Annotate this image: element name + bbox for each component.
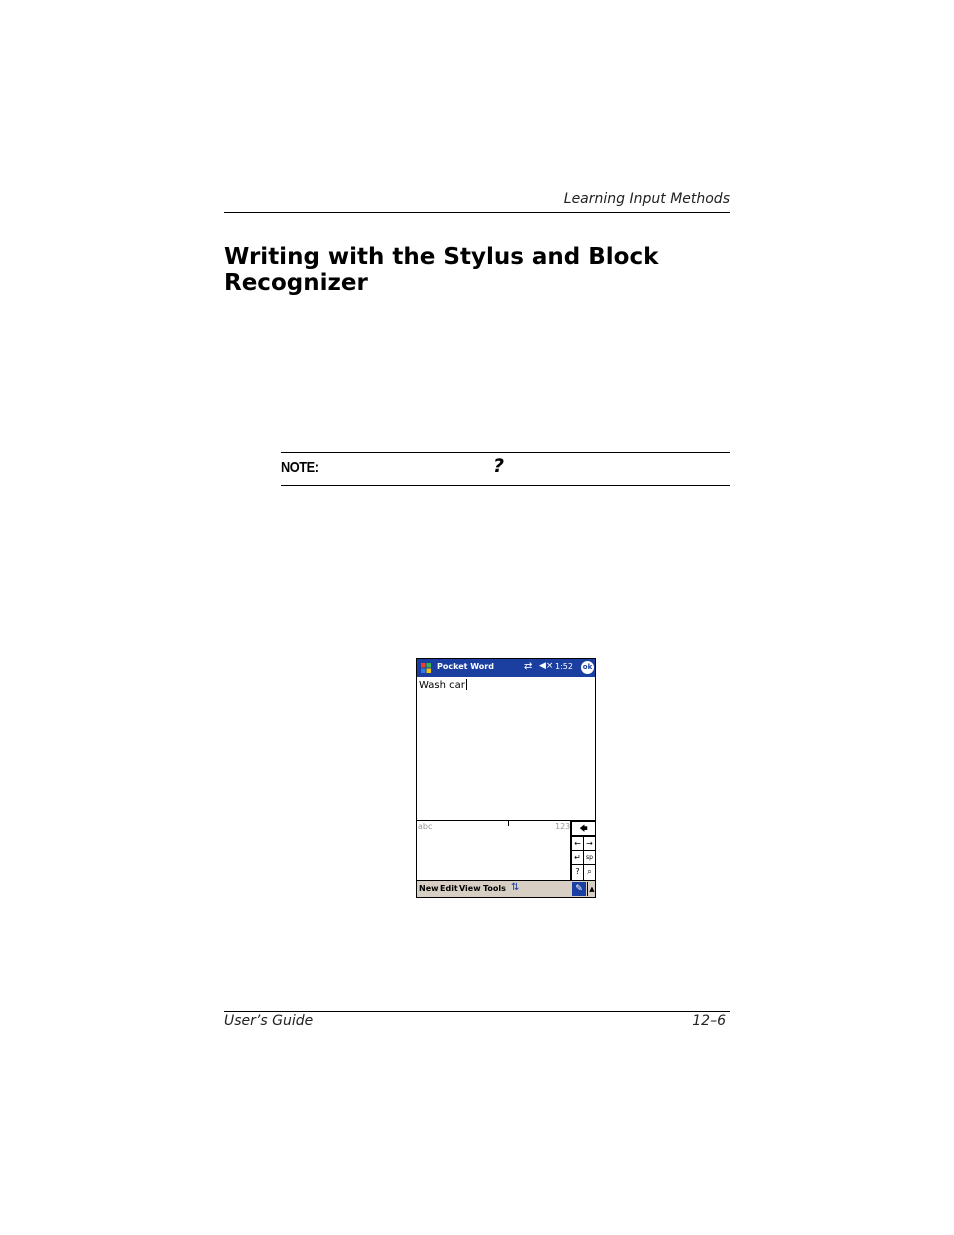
section-title-line1: Writing with the Stylus and Block [224, 244, 659, 270]
menu-view[interactable]: View [459, 884, 481, 893]
letters-area-label: abc [418, 822, 433, 831]
document-text-content: Wash car [419, 680, 465, 691]
help-icon: ? [493, 455, 505, 477]
right-arrow-button[interactable]: → [583, 836, 596, 851]
backspace-button[interactable]: 🡄 [571, 821, 596, 836]
sync-icon[interactable]: ⇄ [524, 661, 533, 672]
input-toggle-arrows-icon[interactable]: ⇅ [511, 882, 520, 893]
header-rule [224, 212, 730, 213]
pocket-pc-screenshot [416, 658, 596, 898]
clock[interactable]: 1:52 [555, 662, 573, 671]
ok-button[interactable]: ok [581, 661, 594, 674]
windows-start-icon[interactable] [418, 660, 434, 676]
section-title [224, 244, 684, 296]
area-divider [508, 821, 509, 826]
app-title: Pocket Word [437, 662, 494, 671]
menu-new[interactable]: New [419, 884, 439, 893]
note-bottom-rule [281, 485, 730, 486]
left-arrow-button[interactable]: ← [571, 836, 584, 851]
speaker-muted-icon[interactable]: ◀× [539, 661, 554, 671]
running-header: Learning Input Methods [563, 191, 730, 207]
writing-area[interactable] [417, 821, 570, 881]
zoom-icon[interactable]: ⌕ [583, 864, 596, 881]
space-button[interactable]: sp [583, 850, 596, 865]
block-recognizer-panel [417, 820, 595, 881]
title-bar [417, 659, 595, 677]
input-pen-icon[interactable]: ✎ [572, 882, 586, 896]
footer-guide-title: User’s Guide [224, 1013, 314, 1029]
text-cursor [466, 679, 467, 690]
note-top-rule [281, 452, 730, 453]
section-title-line2: Recognizer [224, 270, 368, 296]
enter-button[interactable]: ↵ [571, 850, 584, 865]
menu-edit[interactable]: Edit [440, 884, 458, 893]
help-button[interactable]: ? [571, 864, 584, 881]
note-label: NOTE: [281, 459, 319, 476]
document-text[interactable] [419, 679, 467, 691]
numbers-area-label: 123 [555, 822, 571, 831]
document-area[interactable] [417, 677, 595, 819]
input-selector-up-icon[interactable]: ▲ [587, 882, 596, 896]
menu-tools[interactable]: Tools [483, 884, 506, 893]
page-number: 12–6 [692, 1013, 726, 1029]
keypad [570, 821, 596, 881]
footer-rule [224, 1011, 730, 1012]
menu-bar [417, 880, 595, 898]
